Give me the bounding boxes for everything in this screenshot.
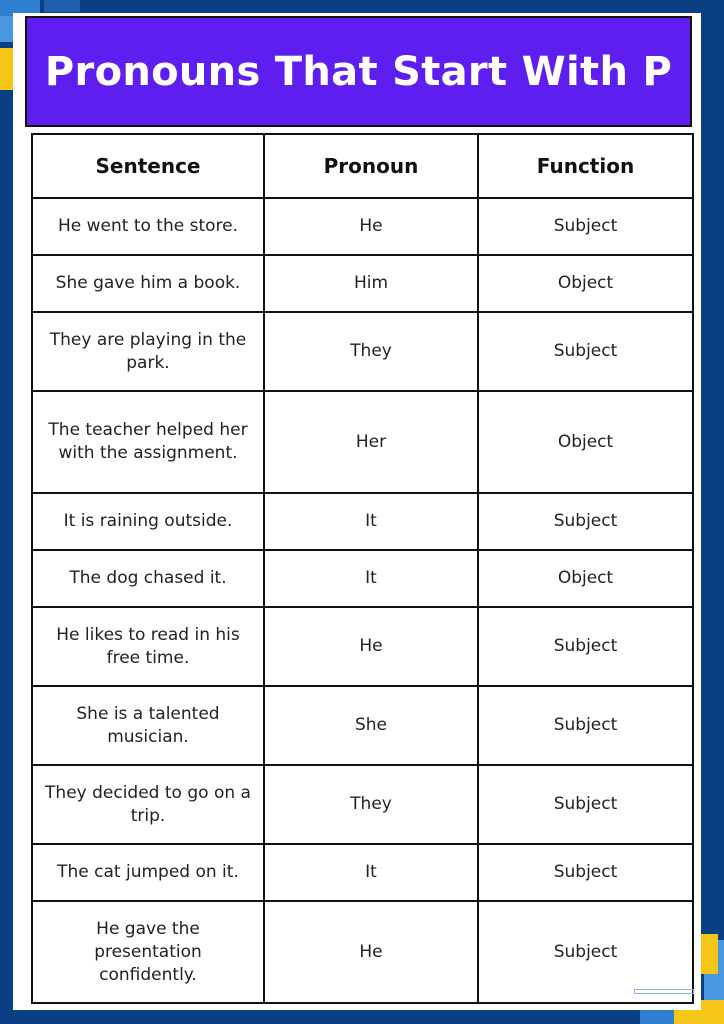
sentence-cell: It is raining outside. [32,493,264,550]
function-cell: Subject [478,493,693,550]
pronoun-table [31,133,694,1004]
pronoun-cell: It [264,550,478,607]
sentence-cell: He went to the store. [32,198,264,255]
function-cell: Subject [478,765,693,844]
page-title: Pronouns That Start With P [44,48,673,95]
table-row [32,391,693,493]
function-cell: Subject [478,607,693,686]
table-row [32,901,693,1003]
table-row [32,686,693,765]
function-cell: Subject [478,686,693,765]
pronoun-cell: Her [264,391,478,493]
sentence-cell: They decided to go on a trip. [32,765,264,844]
function-cell: Object [478,255,693,312]
function-cell: Subject [478,901,693,1003]
title-banner [25,16,692,127]
pronoun-cell: He [264,901,478,1003]
function-cell: Subject [478,312,693,391]
pronoun-cell: He [264,607,478,686]
table-row [32,550,693,607]
pronoun-cell: They [264,765,478,844]
sentence-cell: The teacher helped her with the assignment. [32,391,264,493]
sentence-cell: He likes to read in his free time. [32,607,264,686]
decor-outline [634,989,694,994]
pronoun-cell: She [264,686,478,765]
sentence-cell: She is a talented musician. [32,686,264,765]
pronoun-cell: It [264,844,478,901]
sentence-cell: They are playing in the park. [32,312,264,391]
pronoun-cell: He [264,198,478,255]
sentence-cell: The dog chased it. [32,550,264,607]
table-row [32,607,693,686]
sentence-cell: She gave him a book. [32,255,264,312]
table-row [32,844,693,901]
table-row [32,765,693,844]
column-header-pronoun: Pronoun [264,134,478,198]
function-cell: Subject [478,198,693,255]
table-row [32,312,693,391]
sentence-cell: He gave the presentation confidently. [32,901,264,1003]
decor-block [44,0,80,12]
column-header-sentence: Sentence [32,134,264,198]
pronoun-cell: It [264,493,478,550]
table-row [32,198,693,255]
table-header-row [32,134,693,198]
table-row [32,255,693,312]
function-cell: Object [478,391,693,493]
pronoun-cell: Him [264,255,478,312]
pronoun-cell: They [264,312,478,391]
column-header-function: Function [478,134,693,198]
table-row [32,493,693,550]
function-cell: Object [478,550,693,607]
function-cell: Subject [478,844,693,901]
sentence-cell: The cat jumped on it. [32,844,264,901]
worksheet-page [13,13,701,1010]
